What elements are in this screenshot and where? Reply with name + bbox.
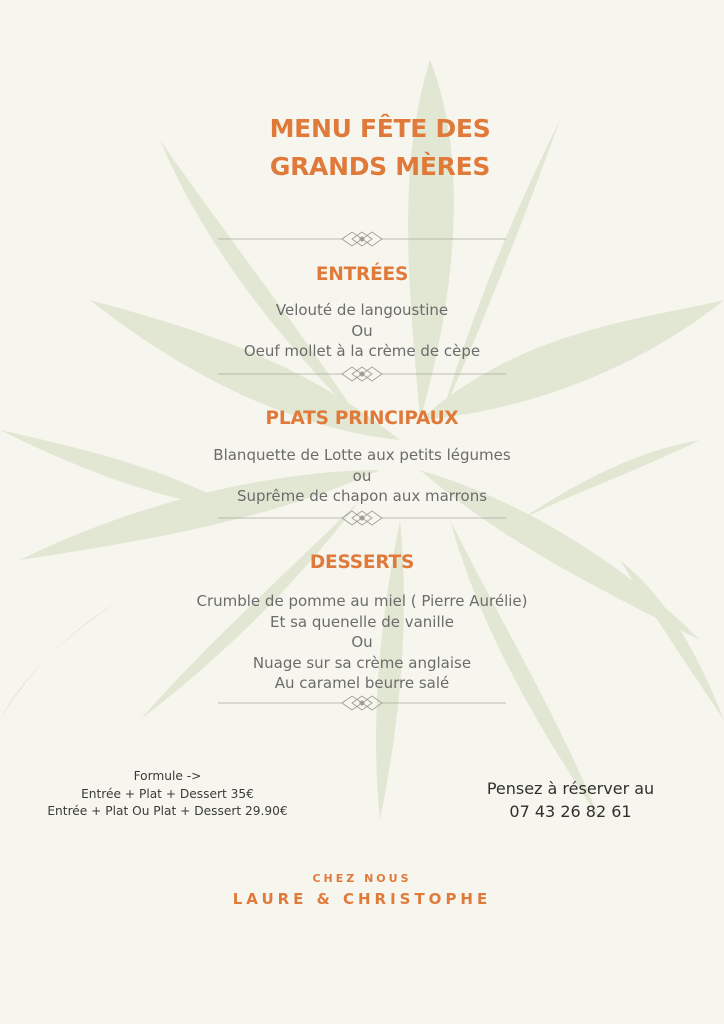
plats-list — [132, 445, 592, 507]
formule-heading: Formule -> — [133, 769, 202, 783]
menu-item: Suprême de chapon aux marrons — [236, 487, 488, 505]
section-title-desserts: DESSERTS — [309, 552, 415, 573]
chez-nous-label: CHEZ NOUS — [312, 872, 412, 885]
menu-item: Oeuf mollet à la crème de cèpe — [243, 342, 481, 360]
menu-item: Ou — [351, 633, 373, 651]
ornament-divider — [218, 364, 506, 384]
ornament-divider — [218, 508, 506, 528]
menu-item: Velouté de langoustine — [275, 301, 449, 319]
menu-item: Nuage sur sa crème anglaise — [252, 653, 472, 672]
section-title-plats-principaux: PLATS PRINCIPAUX — [265, 408, 459, 429]
desserts-list — [132, 591, 592, 694]
formule-line: Entrée + Plat Ou Plat + Dessert 29.90€ — [47, 804, 288, 818]
menu-title-line2: GRANDS MÈRES — [269, 152, 491, 181]
menu-item: Ou — [351, 321, 373, 340]
formule-line: Entrée + Plat + Dessert 35€ — [81, 786, 254, 801]
ornament-divider — [218, 693, 506, 713]
reservation-block — [463, 777, 678, 823]
reservation-text: Pensez à réserver au — [486, 779, 655, 798]
section-title-entrees: ENTRÉES — [315, 264, 409, 285]
menu-item: Crumble de pomme au miel ( Pierre Aurélie) — [196, 592, 528, 610]
menu-title-line1: MENU FÊTE DES — [269, 114, 491, 143]
menu-item: Et sa quenelle de vanille — [269, 612, 455, 631]
entrees-list — [132, 300, 592, 362]
formule-block — [30, 768, 305, 821]
owners-name: LAURE & CHRISTOPHE — [232, 890, 492, 908]
phone-number: 07 43 26 82 61 — [509, 802, 632, 821]
menu-item: Au caramel beurre salé — [274, 674, 450, 692]
menu-item: ou — [352, 466, 372, 485]
ornament-divider — [218, 229, 506, 249]
menu-item: Blanquette de Lotte aux petits légumes — [213, 446, 511, 464]
